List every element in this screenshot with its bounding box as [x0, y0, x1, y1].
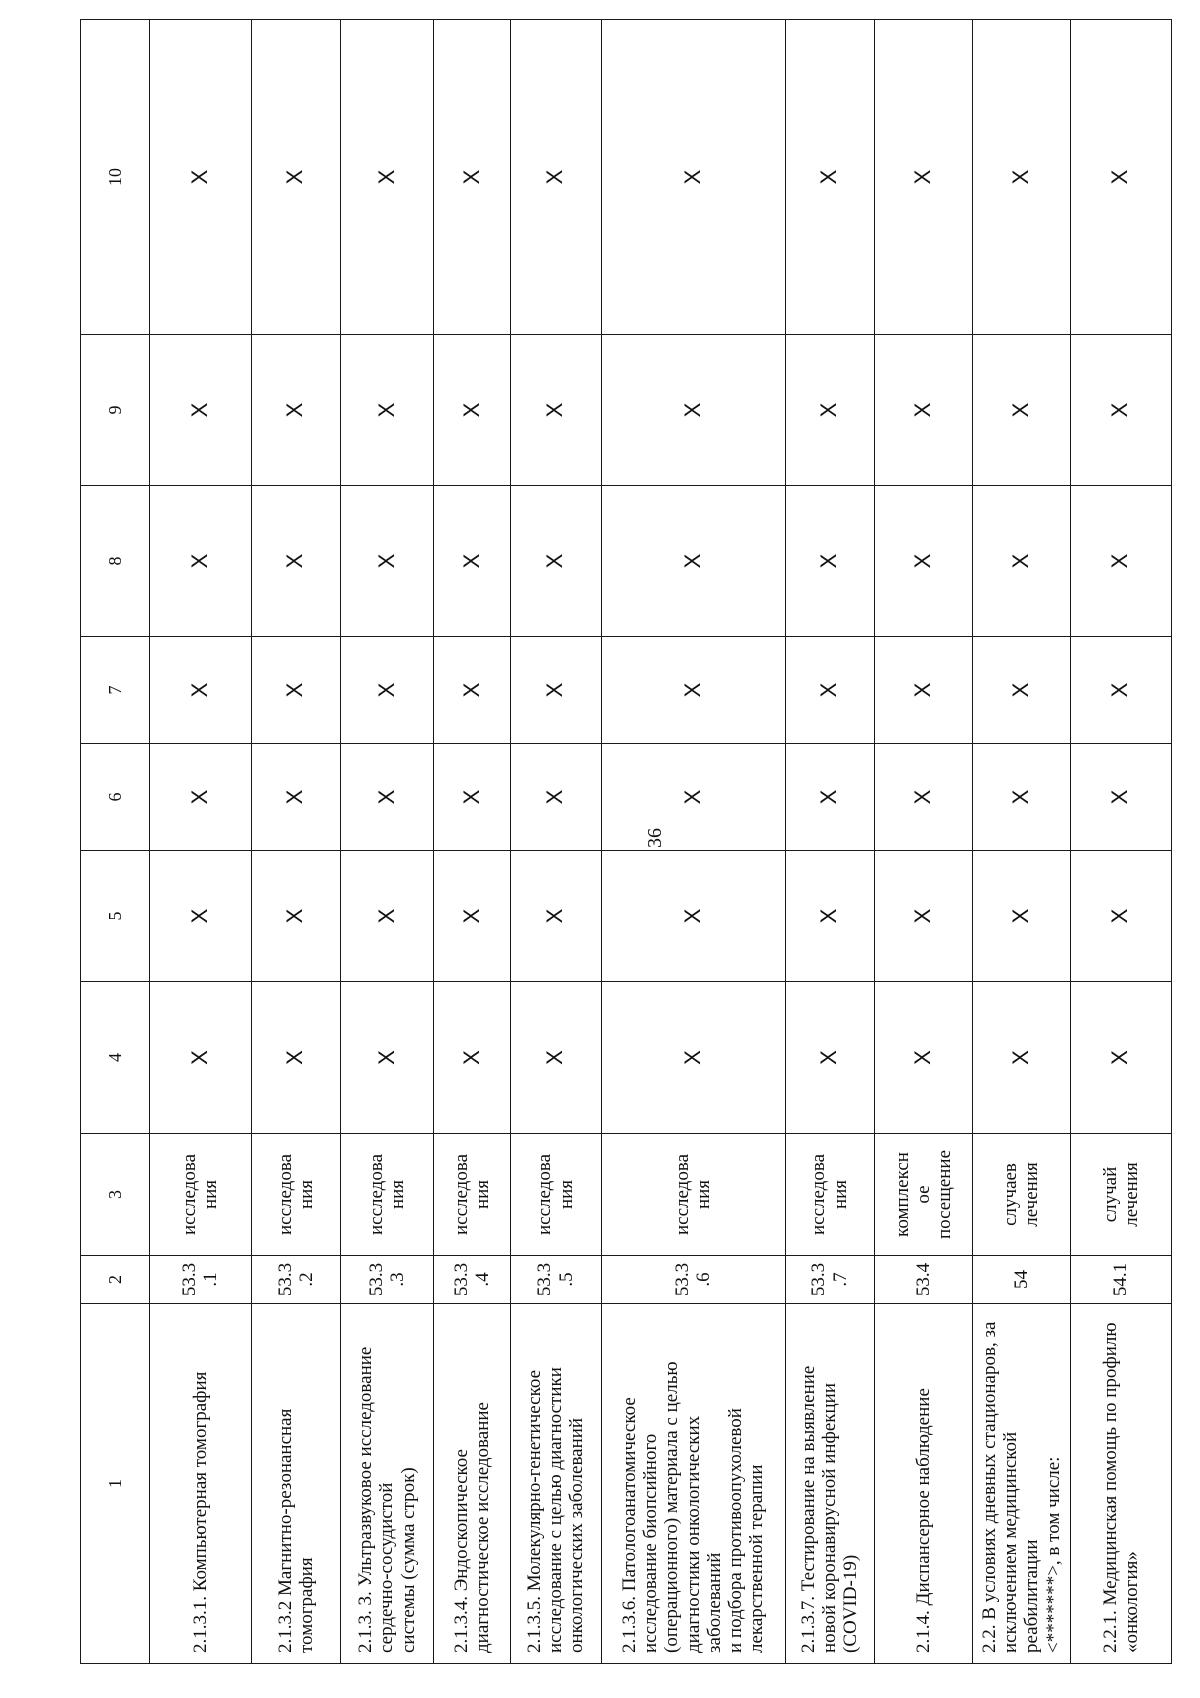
row-unit: исследова ния	[251, 1134, 340, 1256]
value-cell: X	[150, 851, 251, 982]
column-header: 4	[81, 982, 150, 1134]
row-code: 53.3 .2	[251, 1256, 340, 1304]
column-header: 2	[81, 1256, 150, 1304]
value-cell: X	[150, 486, 251, 637]
value-cell: X	[150, 335, 251, 486]
row-label: 2.1.3. 3. Ультразвуковое исследование сердечно-сосудистой системы (сумма строк)	[340, 1304, 433, 1664]
column-header: 10	[81, 20, 150, 335]
header-row	[81, 20, 150, 1664]
value-cell: X	[874, 335, 972, 486]
value-cell: X	[601, 486, 785, 637]
value-cell: X	[874, 20, 972, 335]
value-cell: X	[1070, 744, 1171, 851]
value-cell: X	[340, 744, 433, 851]
row-code: 53.3 .6	[601, 1256, 785, 1304]
value-cell: X	[510, 744, 601, 851]
value-cell: X	[1070, 335, 1171, 486]
table-row	[601, 20, 785, 1664]
row-label: 2.1.4. Диспансерное наблюдение	[874, 1304, 972, 1664]
value-cell: X	[150, 744, 251, 851]
row-code: 53.3 .3	[340, 1256, 433, 1304]
column-header: 1	[81, 1304, 150, 1664]
value-cell: X	[785, 637, 874, 744]
row-code: 53.4	[874, 1256, 972, 1304]
value-cell: X	[340, 851, 433, 982]
value-cell: X	[601, 982, 785, 1134]
value-cell: X	[434, 637, 510, 744]
page-number: 36	[644, 828, 666, 848]
value-cell: X	[973, 744, 1070, 851]
value-cell: X	[510, 486, 601, 637]
row-code: 53.3 .7	[785, 1256, 874, 1304]
row-unit: исследова ния	[340, 1134, 433, 1256]
row-unit: исследова ния	[434, 1134, 510, 1256]
column-header: 6	[81, 744, 150, 851]
row-code: 53.3 .5	[510, 1256, 601, 1304]
table-container	[80, 20, 1172, 1664]
value-cell: X	[434, 486, 510, 637]
value-cell: X	[150, 982, 251, 1134]
row-label: 2.2.1. Медицинская помощь по профилю «онкология»	[1070, 1304, 1171, 1664]
value-cell: X	[434, 335, 510, 486]
value-cell: X	[150, 20, 251, 335]
value-cell: X	[251, 637, 340, 744]
value-cell: X	[1070, 486, 1171, 637]
data-table	[80, 19, 1172, 1664]
value-cell: X	[340, 637, 433, 744]
row-unit: исследова ния	[150, 1134, 251, 1256]
row-unit: исследова ния	[601, 1134, 785, 1256]
value-cell: X	[510, 851, 601, 982]
row-unit: случаев лечения	[973, 1134, 1070, 1256]
row-label: 2.1.3.7. Тестирование на выявление новой коронавирусной инфекции (COVID-19)	[785, 1304, 874, 1664]
column-header: 8	[81, 486, 150, 637]
value-cell: X	[973, 637, 1070, 744]
row-code: 54	[973, 1256, 1070, 1304]
row-unit: комплексн ое посещение	[874, 1134, 972, 1256]
row-unit: случай лечения	[1070, 1134, 1171, 1256]
value-cell: X	[601, 20, 785, 335]
column-header: 7	[81, 637, 150, 744]
value-cell: X	[510, 335, 601, 486]
value-cell: X	[251, 851, 340, 982]
value-cell: X	[874, 637, 972, 744]
row-code: 54.1	[1070, 1256, 1171, 1304]
value-cell: X	[251, 744, 340, 851]
value-cell: X	[973, 486, 1070, 637]
value-cell: X	[785, 982, 874, 1134]
value-cell: X	[434, 982, 510, 1134]
value-cell: X	[340, 20, 433, 335]
value-cell: X	[510, 982, 601, 1134]
row-label: 2.1.3.6. Патологоанатомическое исследование биопсийного (операционного) материала с целью диагностики онкологических заболеваний и подбора противоопухолевой лекарственной терапии	[601, 1304, 785, 1664]
value-cell: X	[340, 335, 433, 486]
table-row	[251, 20, 340, 1664]
value-cell: X	[434, 851, 510, 982]
table-row	[874, 20, 972, 1664]
value-cell: X	[874, 486, 972, 637]
table-row	[1070, 20, 1171, 1664]
value-cell: X	[340, 982, 433, 1134]
value-cell: X	[785, 335, 874, 486]
value-cell: X	[973, 20, 1070, 335]
row-label: 2.1.3.2 Магнитно-резонансная томография	[251, 1304, 340, 1664]
value-cell: X	[785, 744, 874, 851]
row-unit: исследова ния	[510, 1134, 601, 1256]
table-row	[150, 20, 251, 1664]
value-cell: X	[874, 744, 972, 851]
value-cell: X	[251, 335, 340, 486]
value-cell: X	[973, 982, 1070, 1134]
value-cell: X	[1070, 851, 1171, 982]
value-cell: X	[874, 982, 972, 1134]
row-label: 2.1.3.4. Эндоскопическое диагностическое исследование	[434, 1304, 510, 1664]
row-code: 53.3 .1	[150, 1256, 251, 1304]
value-cell: X	[973, 851, 1070, 982]
value-cell: X	[1070, 637, 1171, 744]
row-label: 2.2. В условиях дневных стационаров, за исключением медицинской реабилитации <*******>, в том числе:	[973, 1304, 1070, 1664]
value-cell: X	[1070, 20, 1171, 335]
value-cell: X	[510, 20, 601, 335]
table-row	[434, 20, 510, 1664]
table-row	[973, 20, 1070, 1664]
row-label: 2.1.3.5. Молекулярно-генетическое исследование с целью диагностики онкологических заболеваний	[510, 1304, 601, 1664]
column-header: 5	[81, 851, 150, 982]
table-row	[785, 20, 874, 1664]
value-cell: X	[434, 744, 510, 851]
value-cell: X	[601, 335, 785, 486]
value-cell: X	[251, 982, 340, 1134]
value-cell: X	[785, 851, 874, 982]
value-cell: X	[251, 486, 340, 637]
column-header: 3	[81, 1134, 150, 1256]
row-unit: исследова ния	[785, 1134, 874, 1256]
value-cell: X	[150, 637, 251, 744]
value-cell: X	[785, 20, 874, 335]
value-cell: X	[434, 20, 510, 335]
value-cell: X	[251, 20, 340, 335]
table-row	[340, 20, 433, 1664]
row-code: 53.3 .4	[434, 1256, 510, 1304]
value-cell: X	[874, 851, 972, 982]
value-cell: X	[973, 335, 1070, 486]
row-label: 2.1.3.1. Компьютерная томография	[150, 1304, 251, 1664]
value-cell: X	[1070, 982, 1171, 1134]
table-row	[510, 20, 601, 1664]
value-cell: X	[601, 851, 785, 982]
value-cell: X	[601, 744, 785, 851]
value-cell: X	[785, 486, 874, 637]
value-cell: X	[340, 486, 433, 637]
column-header: 9	[81, 335, 150, 486]
value-cell: X	[510, 637, 601, 744]
value-cell: X	[601, 637, 785, 744]
